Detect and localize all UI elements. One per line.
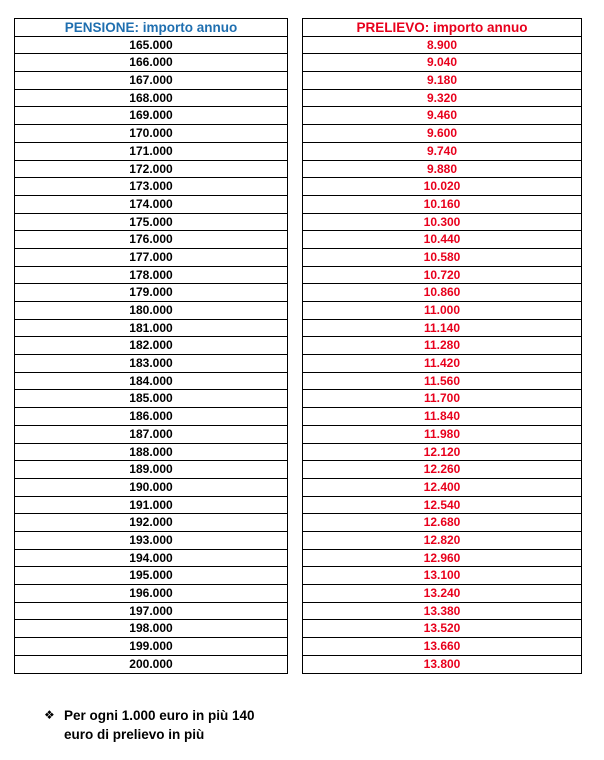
table-row: 9.740 — [303, 143, 581, 161]
table-row: 176.000 — [15, 231, 287, 249]
table-row: 194.000 — [15, 550, 287, 568]
table-row: 9.320 — [303, 90, 581, 108]
table-row: 10.300 — [303, 214, 581, 232]
table-row: 182.000 — [15, 337, 287, 355]
table-row: 13.100 — [303, 567, 581, 585]
pension-table — [14, 18, 288, 674]
table-row: 178.000 — [15, 267, 287, 285]
table-row: 186.000 — [15, 408, 287, 426]
table-row: 173.000 — [15, 178, 287, 196]
table-row: 8.900 — [303, 37, 581, 55]
table-row: 192.000 — [15, 514, 287, 532]
table-row: 195.000 — [15, 567, 287, 585]
table-row: 199.000 — [15, 638, 287, 656]
table-row: 9.460 — [303, 107, 581, 125]
table-row: 188.000 — [15, 444, 287, 462]
table-row: 166.000 — [15, 54, 287, 72]
table-row: 9.600 — [303, 125, 581, 143]
table-row: 10.440 — [303, 231, 581, 249]
table-row: 181.000 — [15, 320, 287, 338]
table-row: 177.000 — [15, 249, 287, 267]
table-row: 10.580 — [303, 249, 581, 267]
table-row: 189.000 — [15, 461, 287, 479]
table-row: 11.700 — [303, 390, 581, 408]
table-row: 175.000 — [15, 214, 287, 232]
levy-header: PRELIEVO: importo annuo — [303, 19, 581, 37]
table-row: 9.180 — [303, 72, 581, 90]
table-row: 11.000 — [303, 302, 581, 320]
table-row: 13.380 — [303, 603, 581, 621]
table-row: 183.000 — [15, 355, 287, 373]
table-row: 174.000 — [15, 196, 287, 214]
table-row: 12.820 — [303, 532, 581, 550]
table-row: 184.000 — [15, 373, 287, 391]
table-row: 11.420 — [303, 355, 581, 373]
table-row: 198.000 — [15, 620, 287, 638]
pension-header: PENSIONE: importo annuo — [15, 19, 287, 37]
table-row: 197.000 — [15, 603, 287, 621]
diamond-bullet-icon: ❖ — [44, 708, 55, 722]
table-row: 11.280 — [303, 337, 581, 355]
table-row: 13.520 — [303, 620, 581, 638]
table-row: 10.720 — [303, 267, 581, 285]
levy-table — [302, 18, 582, 674]
table-row: 12.120 — [303, 444, 581, 462]
table-row: 12.260 — [303, 461, 581, 479]
table-row: 179.000 — [15, 284, 287, 302]
table-row: 11.140 — [303, 320, 581, 338]
table-row: 185.000 — [15, 390, 287, 408]
table-row: 11.840 — [303, 408, 581, 426]
note-text: Per ogni 1.000 euro in più 140 euro di prelievo in più — [64, 708, 255, 742]
table-row: 187.000 — [15, 426, 287, 444]
table-row: 10.020 — [303, 178, 581, 196]
table-row: 200.000 — [129, 656, 173, 671]
table-row: 172.000 — [15, 161, 287, 179]
table-row: 170.000 — [15, 125, 287, 143]
table-row: 13.800 — [423, 656, 461, 671]
table-row: 171.000 — [15, 143, 287, 161]
table-row: 11.560 — [303, 373, 581, 391]
table-row: 12.400 — [303, 479, 581, 497]
table-row: 193.000 — [15, 532, 287, 550]
table-row: 12.680 — [303, 514, 581, 532]
table-row: 180.000 — [15, 302, 287, 320]
table-row: 12.540 — [303, 497, 581, 515]
table-row: 12.960 — [303, 550, 581, 568]
table-row: 190.000 — [15, 479, 287, 497]
table-row: 167.000 — [15, 72, 287, 90]
table-row: 13.660 — [303, 638, 581, 656]
table-row: 11.980 — [303, 426, 581, 444]
table-row: 169.000 — [15, 107, 287, 125]
table-row: 13.240 — [303, 585, 581, 603]
table-row: 191.000 — [15, 497, 287, 515]
table-row: 9.040 — [303, 54, 581, 72]
table-row: 9.880 — [303, 161, 581, 179]
table-row: 10.160 — [303, 196, 581, 214]
table-row: 165.000 — [15, 37, 287, 55]
table-row: 10.860 — [303, 284, 581, 302]
table-row: 168.000 — [15, 90, 287, 108]
table-row: 196.000 — [15, 585, 287, 603]
